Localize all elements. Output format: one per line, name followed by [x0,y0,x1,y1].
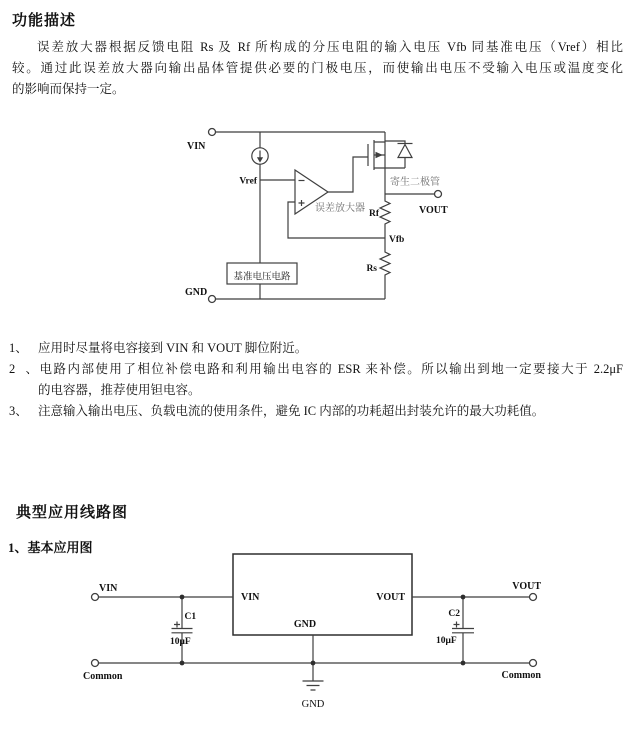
junction-dot [311,661,316,666]
vin-terminal [209,129,216,136]
c1-plus-sign [174,622,180,628]
vin-label: VIN [99,583,118,594]
circuit2-wires [99,597,530,681]
ground-symbol [303,681,324,690]
c2-label: C2 [448,609,460,619]
note-number: 1、 [9,341,28,355]
parasitic-diode [385,141,413,168]
note-item [9,401,623,422]
reference-voltage-block [227,263,297,284]
common-right-label: Common [501,670,541,681]
vref-label: Vref [239,176,257,187]
capacitor-c2 [436,597,474,663]
junction-dot [180,595,185,600]
gnd-terminal [209,296,216,303]
rf-label: Rf [368,209,379,219]
current-source [252,148,268,164]
note-text: 电路内部使用了相位补偿电路和利用输出电容的 ESR 来补偿。所以输出到地一定要接大于 2.2μF [38,362,623,376]
rf-resistor [380,194,390,238]
note-text: 应用时尽量将电容接到 VIN 和 VOUT 脚位附近。 [38,341,308,355]
reference-voltage-label: 基准电压电路 [233,272,291,283]
basic-application-subheading: 1、基本应用图 [8,540,93,555]
vfb-label: Vfb [389,235,405,245]
function-description-heading: 功能描述 [12,13,77,29]
mosfet-arrow [376,152,384,158]
note-item [9,338,623,359]
note-item [9,359,623,380]
pass-transistor-mosfet [368,140,385,170]
parasitic-diode-label: 寄生二极管 [390,177,440,188]
error-amp-label: 误差放大器 [315,203,365,214]
note-item-continuation: 的电容器，推荐使用钽电容。 [38,383,201,397]
gnd-bottom-label: GND [301,699,325,710]
diode-triangle [398,145,412,158]
vin-label: VIN [187,141,206,152]
vout-label: VOUT [512,581,541,592]
common-left-terminal [92,660,99,667]
c1-value: 10μF [170,637,191,647]
application-notes [9,338,623,422]
rs-label: Rs [366,264,377,274]
basic-application-diagram [80,548,545,716]
gate-drive-wire [328,157,368,192]
ic-gnd-pin-label: GND [293,619,317,630]
junction-dot [461,661,466,666]
junction-dot [180,661,185,666]
c2-value: 10μF [436,636,457,646]
junction-dot [461,595,466,600]
c2-plus-sign [454,622,460,628]
rs-resistor [380,238,390,299]
capacitor-c1 [170,597,196,663]
vout-terminal [530,594,537,601]
ic-vin-pin-label: VIN [241,592,260,603]
paragraph-line: 误差放大器根据反馈电阻 Rs 及 Rf 所构成的分压电阻的输入电压 Vfb 同基准电压（Vref）相比 [37,40,623,54]
note-number: 3、 [9,404,28,418]
gnd-label: GND [185,287,208,298]
c1-label: C1 [184,612,197,622]
function-description-paragraph [12,37,623,100]
common-right-terminal [530,660,537,667]
paragraph-line: 的影响而保持一定。 [12,82,125,96]
ic-vout-pin-label: VOUT [376,592,405,603]
paragraph-line: 较。通过此误差放大器向输出晶体管提供必要的门极电压，而使输出电压不受输入电压或温度变化 [12,61,623,75]
vout-label: VOUT [419,205,448,216]
vout-terminal [435,191,442,198]
c2-plates [452,629,474,633]
note-text: 注意输入输出电压、负载电流的使用条件，避免 IC 内部的功耗超出封装允许的最大功耗值。 [38,404,545,418]
common-left-label: Common [83,671,123,682]
typical-application-heading: 典型应用线路图 [16,505,129,521]
ic-block [233,554,412,635]
vin-terminal [92,594,99,601]
c1-plates [172,629,193,633]
note-number: 2、 [9,362,38,376]
internal-block-diagram [170,115,470,315]
